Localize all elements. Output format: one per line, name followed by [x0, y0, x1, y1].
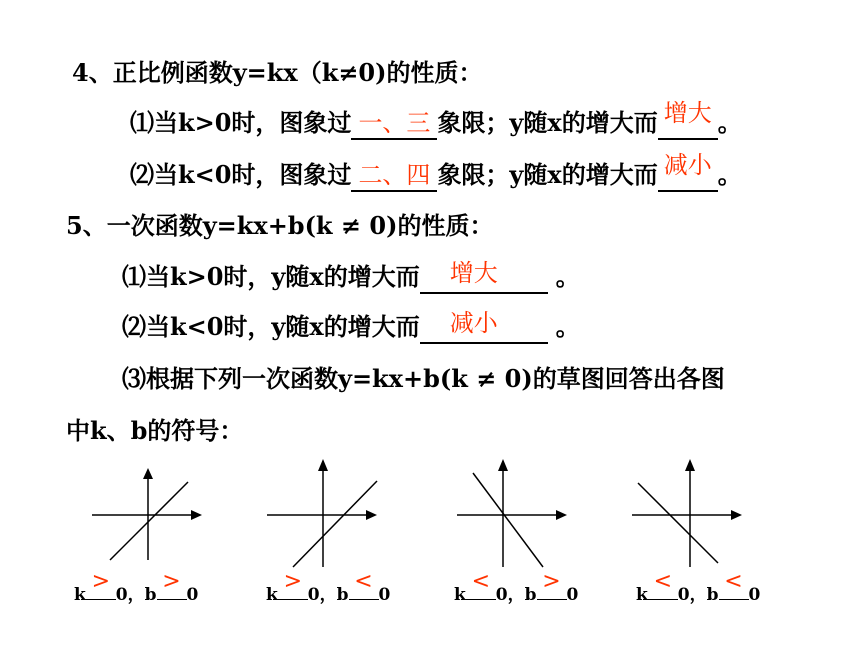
b-blank — [157, 569, 187, 600]
b-label: 0，b — [495, 585, 537, 605]
b-label: 0，b — [677, 585, 719, 605]
graph-4 — [630, 455, 750, 570]
s5-l1-end: 。 — [555, 262, 580, 291]
s5-l2-answer: 减小 — [449, 309, 498, 337]
k-label: k — [74, 585, 86, 605]
zero-label: 0 — [566, 585, 579, 605]
b-blank — [719, 569, 749, 600]
k-label: k — [266, 585, 278, 605]
k-answer: < — [653, 569, 672, 594]
b-answer: > — [542, 569, 561, 594]
k-blank — [278, 569, 308, 600]
s4-l2-end: 。 — [717, 160, 742, 189]
b-answer: > — [162, 569, 181, 594]
graph-4-caption — [636, 569, 761, 605]
section4-title: 4、正比例函数y=kx（k≠0)的性质： — [72, 58, 483, 87]
s4-l2-middle: 象限；y随x的增大而 — [437, 160, 658, 189]
s5-l2-blank — [420, 309, 548, 344]
section5-line1 — [122, 259, 580, 294]
k-label: k — [454, 585, 466, 605]
s5-l1-prefix: ⑴当k>0时，y随x的增大而 — [122, 262, 420, 291]
zero-label: 0 — [186, 585, 199, 605]
s4-l2-answer1: 二、四 — [358, 161, 431, 189]
s4-l1-answer2: 增大 — [663, 99, 712, 127]
s4-l2-prefix: ⑵当k<0时，图象过 — [130, 160, 352, 189]
k-blank — [86, 569, 116, 600]
section4-line2 — [130, 151, 742, 192]
k-blank — [466, 569, 496, 600]
b-blank — [537, 569, 567, 600]
k-answer: > — [91, 569, 110, 594]
graph-3-caption — [454, 569, 579, 605]
graph-2-caption — [266, 569, 391, 605]
b-answer: < — [354, 569, 373, 594]
s4-l1-blank2 — [658, 99, 718, 140]
graph-3 — [455, 455, 575, 570]
section5-line3: ⑶根据下列一次函数y=kx+b(k ≠ 0)的草图回答出各图 — [122, 364, 725, 393]
s4-l1-answer1: 一、三 — [358, 109, 431, 137]
s5-l2-end: 。 — [555, 312, 580, 341]
k-answer: < — [471, 569, 490, 594]
k-answer: > — [283, 569, 302, 594]
s4-l2-blank1 — [351, 160, 437, 192]
section5-title: 5、一次函数y=kx+b(k ≠ 0)的性质： — [66, 211, 494, 240]
b-label: 0，b — [307, 585, 349, 605]
s4-l2-blank2 — [658, 151, 718, 192]
b-blank — [349, 569, 379, 600]
zero-label: 0 — [748, 585, 761, 605]
s5-l2-prefix: ⑵当k<0时，y随x的增大而 — [122, 312, 420, 341]
s4-l1-middle: 象限；y随x的增大而 — [437, 108, 658, 137]
b-label: 0，b — [115, 585, 157, 605]
b-answer: < — [724, 569, 743, 594]
k-blank — [648, 569, 678, 600]
section5-line4: 中k、b的符号： — [66, 416, 244, 445]
graph-1 — [90, 460, 210, 570]
graph-2 — [265, 455, 385, 570]
s4-l1-prefix: ⑴当k>0时，图象过 — [130, 108, 352, 137]
s5-l1-blank — [420, 259, 548, 294]
section5-line2 — [122, 309, 580, 344]
k-label: k — [636, 585, 648, 605]
s4-l2-answer2: 减小 — [663, 151, 712, 179]
zero-label: 0 — [378, 585, 391, 605]
graph-1-caption — [74, 569, 199, 605]
s5-l1-answer: 增大 — [449, 259, 498, 287]
section4-line1 — [130, 99, 742, 140]
s4-l1-blank1 — [351, 108, 437, 140]
s4-l1-end: 。 — [717, 108, 742, 137]
